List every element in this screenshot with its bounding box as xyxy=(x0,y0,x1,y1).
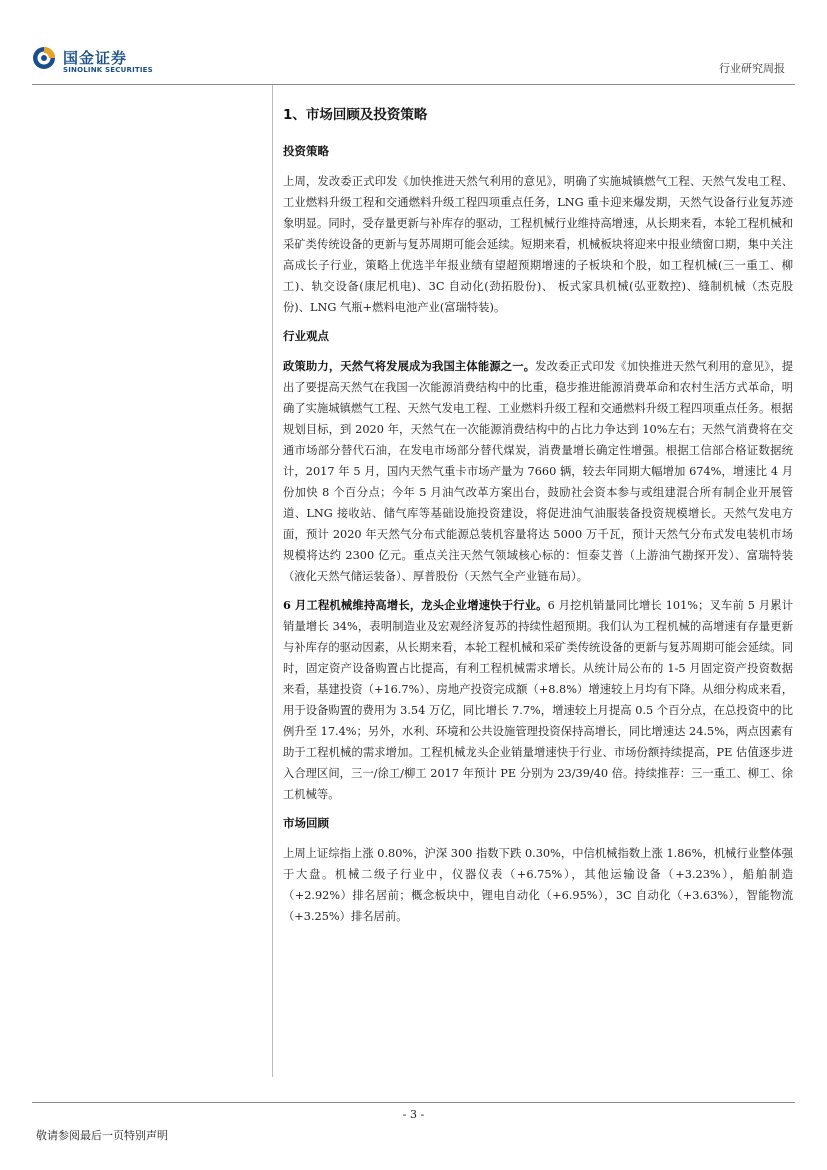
page-header xyxy=(0,0,827,90)
logo-text-en: SINOLINK SECURITIES xyxy=(63,66,153,74)
report-type: 行业研究周报 xyxy=(719,62,785,75)
review-heading: 市场回顾 xyxy=(283,816,329,830)
strategy-heading: 投资策略 xyxy=(283,144,329,158)
views-heading: 行业观点 xyxy=(283,329,329,343)
page-number: - 3 - xyxy=(402,1108,425,1121)
column-divider xyxy=(272,85,273,1077)
logo-text-cn: 国金证券 xyxy=(63,49,128,67)
review-paragraph: 上周上证综指上涨 0.80%，沪深 300 指数下跌 0.30%，中信机械指数上涨 1.86%，机械行业整体强于大盘。机械二级子行业中，仪器仪表（+6.75%），其他运输设备（+3.23%），船舶制造（+2.92%）排名居前；概念板块中，锂电自动化（+6.95%），3C 自动化（+3.63%），智能物流（+3.25%）排名居前。 xyxy=(283,847,793,923)
views-paragraph-machinery xyxy=(283,595,793,805)
views-paragraph-gas-lead: 政策助力，天然气将发展成为我国主体能源之一。 xyxy=(283,359,536,373)
views-paragraph-machinery-text: 6 月挖机销量同比增长 101%；叉车前 5 月累计销量增长 34%，表明制造业及宏观经济复苏的持续性超预期。我们认为工程机械的高增速有存量更新与补库存的驱动因素，从长期来看，本轮工程机械和采矿类传统设备的更新与复苏周期可能会延续。同时，固定资产设备购置占比提高，有利工程机械需求增长。从统计局公布的 1-5 月固定资产投资数据来看，基建投资（+16.7%）、房地产投资完成额（+8.8%）增速较上月均有下降。从细分构成来看，用于设备购置的费用为 3.54 万亿，同比增长 7.7%，增速较上月提高 0.5 个百分点，在总投资中的比例升至 17.4%；另外，水利、环境和公共设施管理投资保持高增长，同比增速达 24.5%，两点因素有助于工程机械的需求增加。工程机械龙头企业销量增速快于行业、市场份额持续提高，PE 估值逐步进入合理区间，三一/徐工/柳工 2017 年预计 PE 分别为 23/39/40 倍。持续推荐：三一重工、柳工、徐工机械等。 xyxy=(283,599,793,801)
views-paragraph-gas-text: 发改委正式印发《加快推进天然气利用的意见》，提出了要提高天然气在我国一次能源消费结构中的比重，稳步推进能源消费革命和农村生活方式革命，明确了实施城镇燃气工程、天然气发电工程、工业燃料升级工程和交通燃料升级工程四项重点任务。根据规划目标，到 2020 年，天然气在一次能源消费结构中的占比力争达到 10%左右；天然气消费将在交通市场部分替代石油，在发电市场部分替代煤炭，消费量增长确定性增强。根据工信部合格证数据统计，2017 年 5 月，国内天然气重卡市场产量为 7660 辆，较去年同期大幅增加 674%，增速比 4 月份加快 8 个百分点；今年 5 月油气改革方案出台，鼓励社会资本参与或组建混合所有制企业开展管道、LNG 接收站、储气库等基础设施投资建设，将促进油气油服装备投资规模增长。天然气发电方面，预计 2020 年天然气分布式能源总装机容量将达 5000 万千瓦，预计天然气分布式发电装机市场规模将达约 2300 亿元。重点关注天然气领域核心标的：恒泰艾普（上游油气勘探开发）、富瑞特装（液化天然气储运装备）、厚普股份（天然气全产业链布局）。 xyxy=(283,360,793,583)
main-content xyxy=(283,100,793,935)
footer-divider xyxy=(32,1102,795,1103)
footer-disclaimer: 敬请参阅最后一页特别声明 xyxy=(36,1129,168,1142)
section-title: 1、市场回顾及投资策略 xyxy=(283,107,428,123)
views-paragraph-machinery-lead: 6 月工程机械维持高增长，龙头企业增速快于行业。 xyxy=(283,598,548,612)
views-paragraph-gas xyxy=(283,356,793,587)
sinolink-logo-icon xyxy=(32,46,56,70)
header-divider xyxy=(32,84,795,85)
strategy-paragraph: 上周，发改委正式印发《加快推进天然气利用的意见》，明确了实施城镇燃气工程、天然气发电工程、工业燃料升级工程和交通燃料升级工程四项重点任务，LNG 重卡迎来爆发期，天然气设备行业复苏迹象明显。同时，受存量更新与补库存的驱动，工程机械行业维持高增速，从长期来看，本轮工程机械和采矿类传统设备的更新与复苏周期可能会延续。短期来看，机械板块将迎来中报业绩窗口期，集中关注高成长子行业，策略上优选半年报业绩有望超预期增速的子板块和个股，如工程机械(三一重工、柳工)、轨交设备(康尼机电)、3C 自动化(劲拓股份)、 板式家具机械(弘亚数控)、缝制机械（杰克股份)、LNG 气瓶+燃料电池产业(富瑞特装)。 xyxy=(283,175,793,314)
